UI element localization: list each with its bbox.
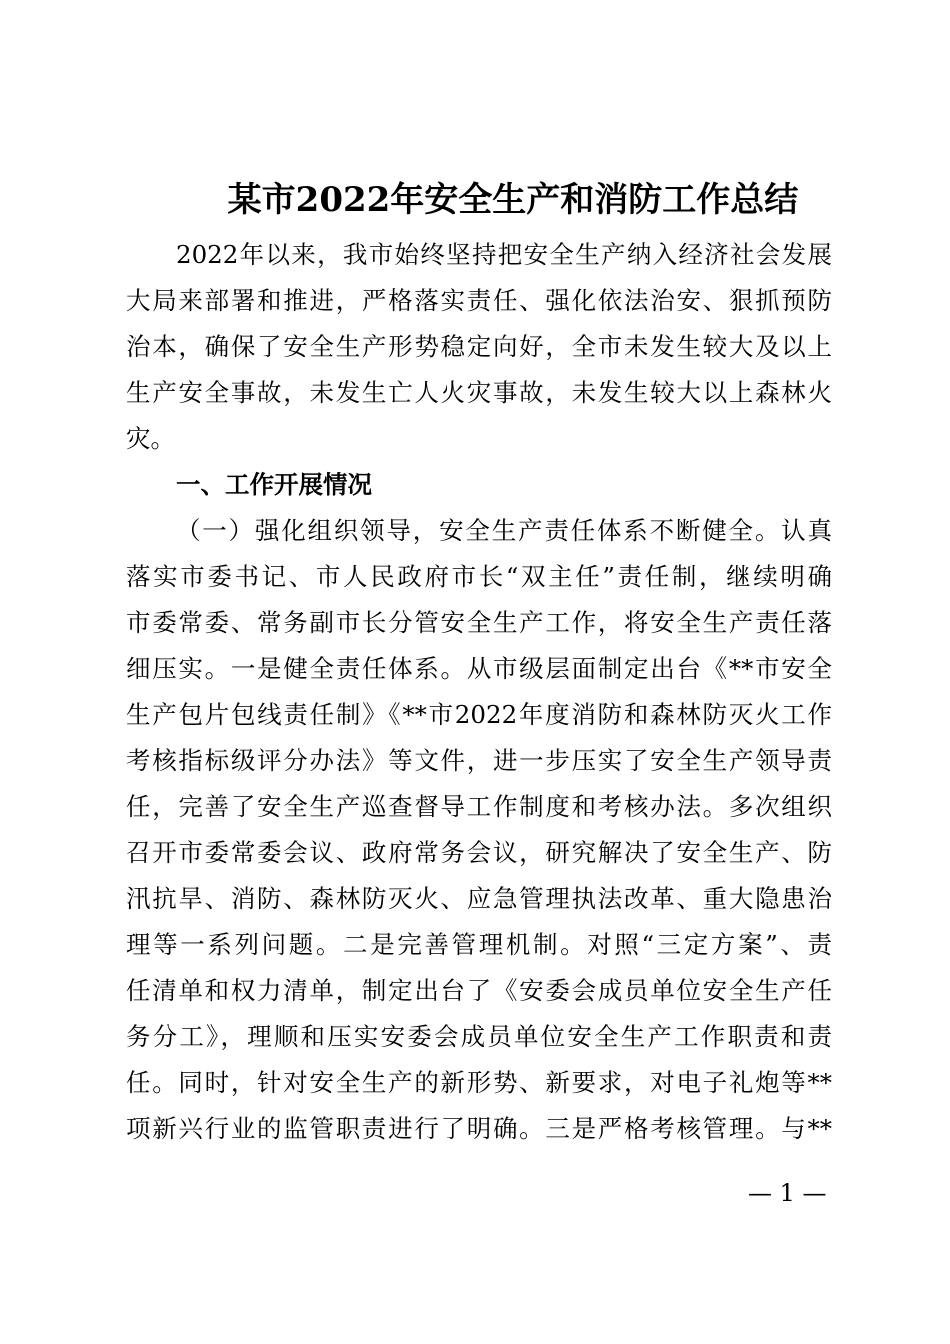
intro-line: 大局来部署和推进，严格落实责任、强化依法治安、狠抓预防 — [126, 286, 832, 315]
section-line: 理等一系列问题。二是完善管理机制。对照“三定方案”、责 — [126, 930, 832, 959]
section-line: 考核指标级评分办法》等文件，进一步压实了安全生产领导责 — [126, 746, 832, 775]
intro-line: 治本，确保了安全生产形势稳定向好，全市未发生较大及以上 — [126, 332, 832, 361]
section-line: 生产包片包线责任制》《**市2022年度消防和森林防灭火工作 — [126, 700, 832, 729]
section-line: 项新兴行业的监管职责进行了明确。三是严格考核管理。与** — [126, 1114, 832, 1143]
intro-line: 生产安全事故，未发生亡人火灾事故，未发生较大以上森林火 — [126, 378, 832, 407]
section-line: 细压实。一是健全责任体系。从市级层面制定出台《**市安全 — [126, 654, 832, 683]
section-line: （一）强化组织领导，安全生产责任体系不断健全。认真 — [176, 516, 832, 545]
section-line: 召开市委常委会议、政府常务会议，研究解决了安全生产、防 — [126, 838, 832, 867]
document-title: 某市2022年安全生产和消防工作总结 — [227, 180, 799, 220]
section-line: 务分工》，理顺和压实安委会成员单位安全生产工作职责和责 — [126, 1022, 832, 1051]
section-line: 任。同时，针对安全生产的新形势、新要求，对电子礼炮等** — [126, 1068, 832, 1097]
section-line: 市委常委、常务副市长分管安全生产工作，将安全生产责任落 — [126, 608, 832, 637]
page-number: — 1 — — [748, 1179, 827, 1207]
intro-line: 2022年以来，我市始终坚持把安全生产纳入经济社会发展 — [176, 240, 832, 269]
section-line: 任，完善了安全生产巡查督导工作制度和考核办法。多次组织 — [126, 792, 832, 821]
section-line: 任清单和权力清单，制定出台了《安委会成员单位安全生产任 — [126, 976, 832, 1005]
section-heading: 一、工作开展情况 — [176, 470, 372, 499]
section-line: 落实市委书记、市人民政府市长“双主任”责任制，继续明确 — [126, 562, 832, 591]
intro-line: 灾。 — [126, 424, 175, 453]
section-line: 汛抗旱、消防、森林防灭火、应急管理执法改革、重大隐患治 — [126, 884, 832, 913]
